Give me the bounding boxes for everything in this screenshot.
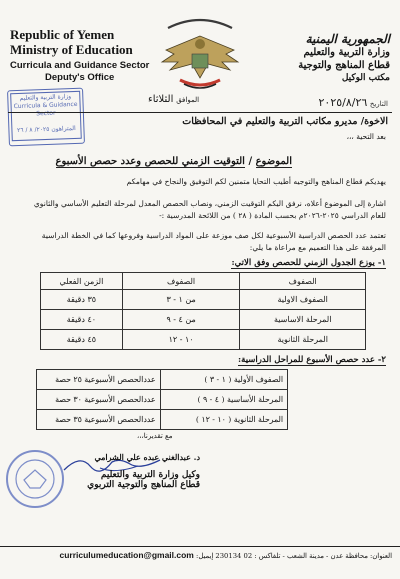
table-row: الصفوف الأولية ( ١ - ٣ ) عددالحصص الأسبوعية ٢٥ حصة: [37, 370, 288, 390]
signatory-sector: قطاع المناهج والتوجية التربوي: [87, 480, 200, 490]
registry-stamp: وزارة التربية والتعليم Curricula & Guidance Sector المتراهون ٢٠٢٥/ ٨ / ٢٦: [7, 88, 85, 147]
date-value: ٢٠٢٥/٨/٢٦: [318, 96, 368, 109]
header-cell: الصفوف: [240, 273, 366, 290]
table-row: المرحلة الثانوية ( ١٠ - ١٢ ) عددالحصص الأسبوعية ٣٥ حصة: [37, 410, 288, 430]
ar-office-label: مكتب الوكيل: [341, 73, 390, 83]
greeting: بعد التحية ،،،: [346, 132, 386, 141]
paragraph-intro: يهديكم قطاع المناهج والتوجيه أطيب التحايا متمنين لكم التوفيق والنجاح في مهامكم: [126, 177, 386, 186]
sector-label: Curricula and Guidance Sector: [10, 60, 150, 71]
date-field: التاريخ ٢٠٢٥/٨/٢٦: [318, 96, 388, 109]
footer-contact: [0, 550, 392, 560]
table-row: المرحلة الثانوية ١٠ - ١٢ ٤٥ دقيقة: [41, 330, 366, 350]
period-timing-table: [40, 272, 366, 350]
day-value: الثلاثاء: [148, 94, 174, 105]
subject-text: التوقيت الزمني للحصص وعدد حصص الأسبوع: [55, 156, 245, 167]
header-cell: الزمن الفعلي: [41, 273, 123, 290]
office-label: Deputy's Office: [45, 72, 115, 83]
arabic-letterhead: [298, 32, 390, 85]
paragraph-reference: اشارة إلى الموضوع أعلاه، نرفق اليكم التوقيت الزمني، ونصاب الحصص المعدل لمرحلة التعليم الأساسي والثانوي للعام الدراسي ٢٠٢٥-٢٠٢٦م بحسب المادة ( ٢٨ ) من اللائحة المدرسية :-: [33, 199, 386, 220]
ar-ministry-label: وزارة التربية والتعليم: [303, 47, 390, 58]
header-divider: [8, 112, 392, 113]
ar-sector-label: قطاع المناهج والتوجية: [298, 60, 390, 71]
header-cell: الصفوف: [122, 273, 240, 290]
section-1-heading: ١- يوزع الجدول الزمني للحصص وفق الاتي:: [231, 258, 386, 268]
closing-thanks: مع تقديرنا،،،: [137, 432, 173, 440]
ministry-label: Ministry of Education: [10, 42, 133, 57]
subject-line: الموضوع / التوقيت الزمني للحصص وعدد حصص الأسبوع: [55, 156, 292, 167]
signatory-name: د. عبدالغني عبده علي الشرامي: [94, 452, 200, 462]
table-row: المرحلة الاساسية من ٤ - ٩ ٤٠ دقيقة: [41, 310, 366, 330]
table-row: الصفوف الاولية من ١ - ٣ ٣٥ دقيقة: [41, 290, 366, 310]
table-row: المرحلة الأساسية ( ٤ - ٩ ) عددالحصص الأسبوعية ٣٠ حصة: [37, 390, 288, 410]
yemen-eagle-emblem-icon: [148, 14, 252, 94]
weekly-periods-table: [36, 369, 288, 430]
paragraph-instructions: تعتمد عدد الحصص الدراسية الأسبوعية لكل صف موزعة على المواد الدراسية وفروعها كما في الخطة الدراسية المرفقة على هذا التعميم مع مراعاة ما يلي:: [41, 231, 386, 252]
table-header-row: [41, 273, 366, 290]
footer-address: العنوان: محافظة عدن - مدينة الشعب - تلفاكس : 02 230134 إيميل:: [196, 552, 392, 560]
footer-divider: [0, 546, 400, 547]
english-letterhead: [10, 27, 149, 83]
republic-label: Republic of Yemen: [10, 27, 115, 42]
signatory-title: وكيل وزارة التربية والتعليم: [100, 470, 200, 480]
recipient: الاخوة/ مديرو مكاتب التربية والتعليم في المحافظات: [182, 116, 388, 127]
section-2-heading: ٢- عدد حصص الأسبوع للمراحل الدراسية:: [238, 355, 386, 365]
ar-republic-label: الجمهورية اليمنية: [305, 32, 390, 46]
day-field: الموافق الثلاثاء: [148, 94, 200, 105]
footer-email: curriculumeducation@gmail.com: [59, 550, 194, 560]
signature-block: [20, 452, 200, 490]
